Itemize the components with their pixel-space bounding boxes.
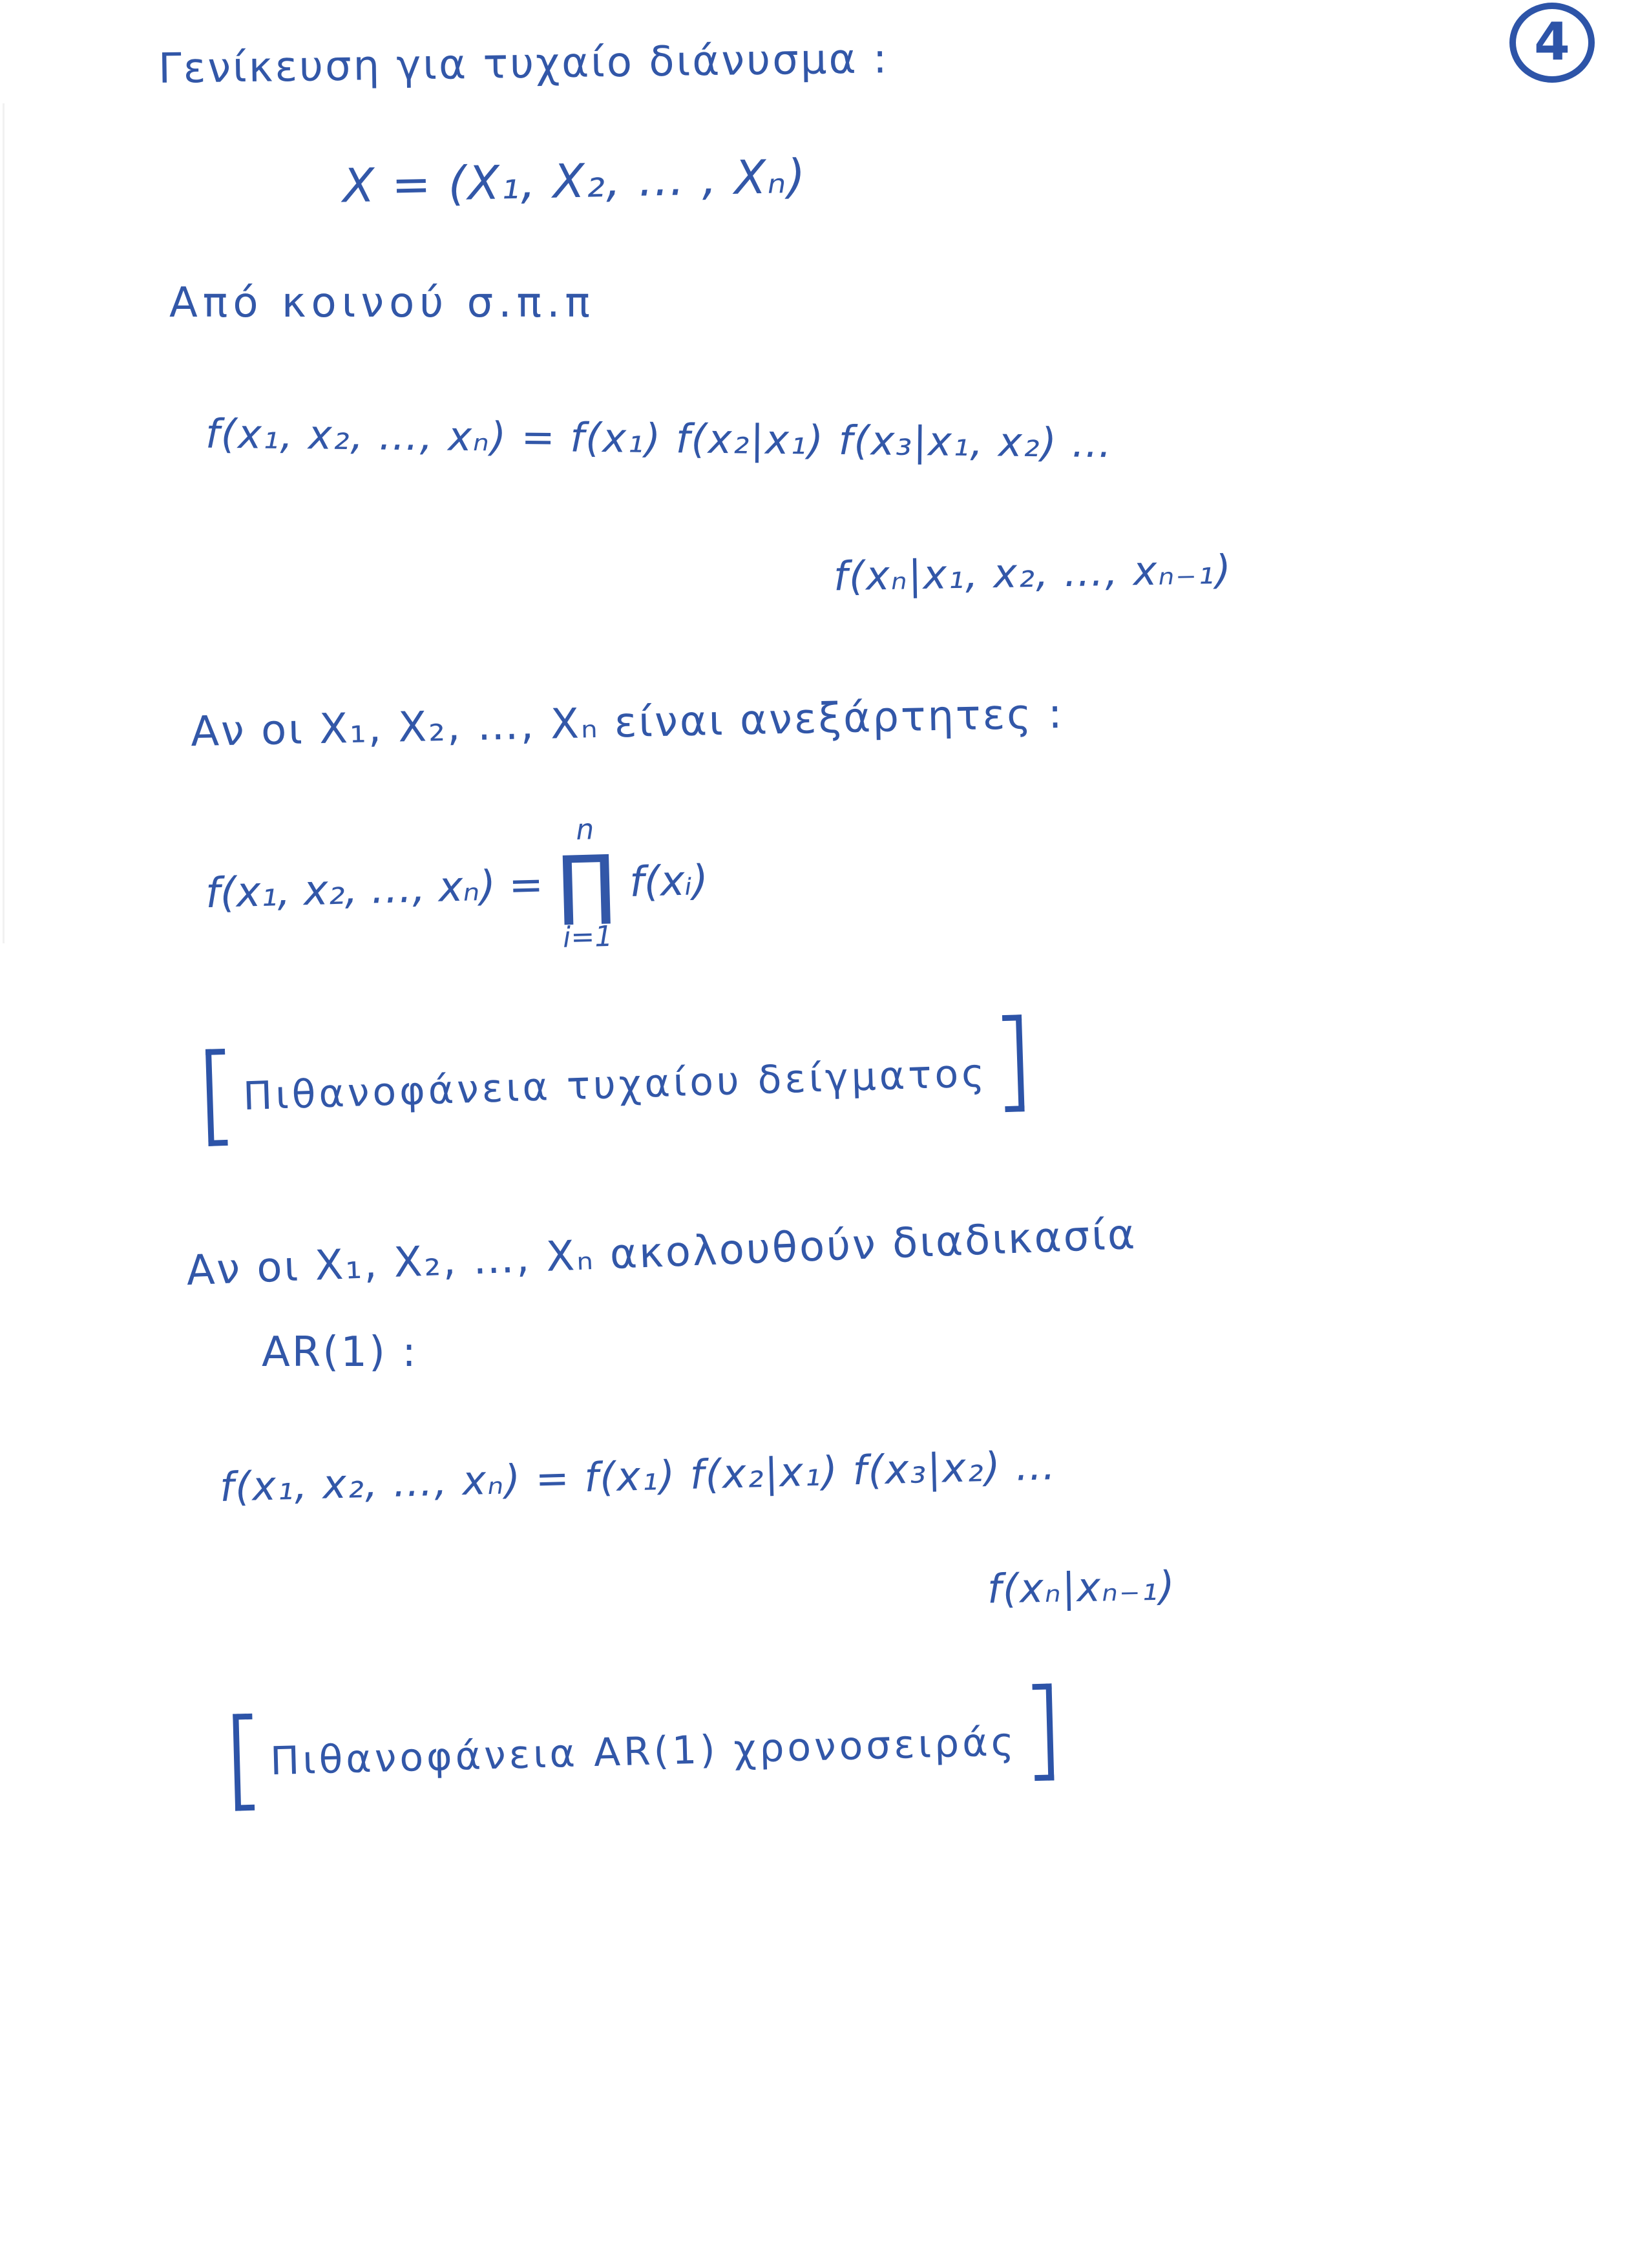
ar1-chain-formula-line1: f(x₁, x₂, …, xₙ) = f(x₁) f(x₂|x₁) f(x₃|x₂) … [219, 1442, 1058, 1511]
random-sample-likelihood-text: Πιθανοφάνεια τυχαίου δείγματος [242, 1050, 989, 1120]
product-upper-limit: n [575, 813, 594, 847]
product-lhs: f(x₁, x₂, …, xₙ) = [205, 861, 544, 918]
ar1-likelihood-text: Πιθανοφάνεια AR(1) χρονοσειράς [269, 1719, 1018, 1785]
independence-condition: Αν οι X₁, X₂, …, Xₙ είναι ανεξάρτητες : [190, 689, 1065, 757]
product-symbol: ∏ [556, 837, 616, 929]
ar1-condition-line1: Αν οι X₁, X₂, …, Xₙ ακολουθούν διαδικασία [185, 1210, 1138, 1296]
chain-rule-formula-line2: f(xₙ|x₁, x₂, …, xₙ₋₁) [833, 545, 1233, 600]
product-rhs: f(xᵢ) [629, 856, 709, 907]
chain-rule-formula-line1: f(x₁, x₂, …, xₙ) = f(x₁) f(x₂|x₁) f(x₃|x₁, x₂) … [205, 410, 1113, 467]
page-number: 4 [1534, 11, 1570, 72]
ar1-condition-line2: AR(1) : [262, 1328, 418, 1376]
page-title: Γενίκευση για τυχαίο διάνυσμα : [158, 35, 890, 93]
product-lower-limit: i=1 [562, 919, 613, 954]
paper-edge-shadow [3, 103, 5, 943]
page-number-badge [1509, 3, 1595, 83]
right-bracket [1032, 1683, 1054, 1781]
left-bracket [233, 1714, 255, 1811]
left-bracket [205, 1049, 228, 1146]
product-operator [556, 815, 617, 952]
random-sample-likelihood-note [205, 1024, 1025, 1146]
random-vector-definition: X = (X₁, X₂, … , Xₙ) [342, 149, 808, 213]
product-formula [204, 813, 709, 961]
joint-pdf-label: Από κοινού σ.π.π [169, 279, 595, 327]
ar1-chain-formula-line2: f(xₙ|xₙ₋₁) [987, 1562, 1177, 1613]
ar1-likelihood-note [233, 1692, 1054, 1811]
right-bracket [1002, 1014, 1025, 1112]
